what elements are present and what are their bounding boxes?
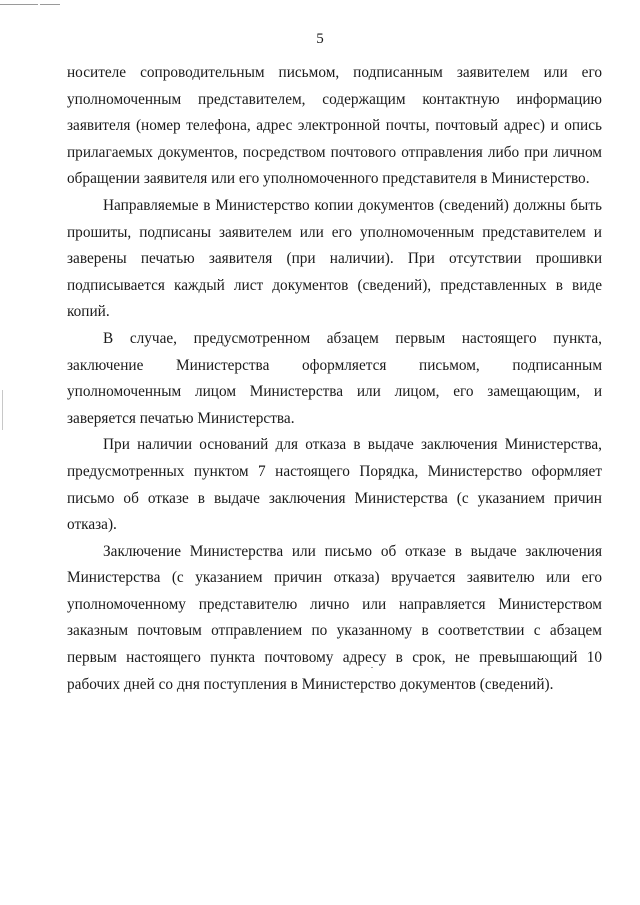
paragraph-copies-requirements: Направляемые в Министерство копии документов (сведений) должны быть прошиты, подписаны заявителем или его уполномоченным представителем и заверены печатью заявителя (при наличии). При отсутствии прошивки подписывается каждый лист документов (сведений), представленных в виде копий. bbox=[67, 196, 602, 321]
scan-corner-line bbox=[0, 4, 38, 5]
paragraph-refusal-grounds: При наличии оснований для отказа в выдаче заключения Министерства, предусмотренных пунктом 7 настоящего Порядка, Министерство оформляет письмо об отказе в выдаче заключения Министерства (с указанием причин отказа). bbox=[67, 436, 602, 534]
paragraph-delivery-terms: Заключение Министерства или письмо об отказе в выдаче заключения Министерства (с указанием причин отказа) вручается заявителю или его уполномоченному представителю лично или направляется Министерством заказным почтовым отправлением по указанному в соответствии с абзацем первым настоящего пункта почтовому адресу в срок, не превышающий 10 рабочих дней со дня поступления в Министерство документов (сведений). bbox=[67, 542, 602, 693]
scan-speck bbox=[371, 667, 373, 668]
page-number: 5 bbox=[316, 31, 324, 47]
scan-corner-line-short bbox=[40, 4, 60, 5]
document-body bbox=[67, 60, 602, 698]
scan-margin-mark bbox=[2, 390, 3, 430]
paragraph-continuation: носителе сопроводительным письмом, подписанным заявителем или его уполномоченным представителем, содержащим контактную информацию заявителя (номер телефона, адрес электронной почты, почтовый адрес) и опись прилагаемых документов, посредством почтового отправления либо при личном обращении заявителя или его уполномоченного представителя в Министерство. bbox=[67, 64, 602, 188]
paragraph-conclusion-format: В случае, предусмотренном абзацем первым настоящего пункта, заключение Министерства оформляется письмом, подписанным уполномоченным лицом Министерства или лицом, его замещающим, и заверяется печатью Министерства. bbox=[67, 329, 602, 427]
